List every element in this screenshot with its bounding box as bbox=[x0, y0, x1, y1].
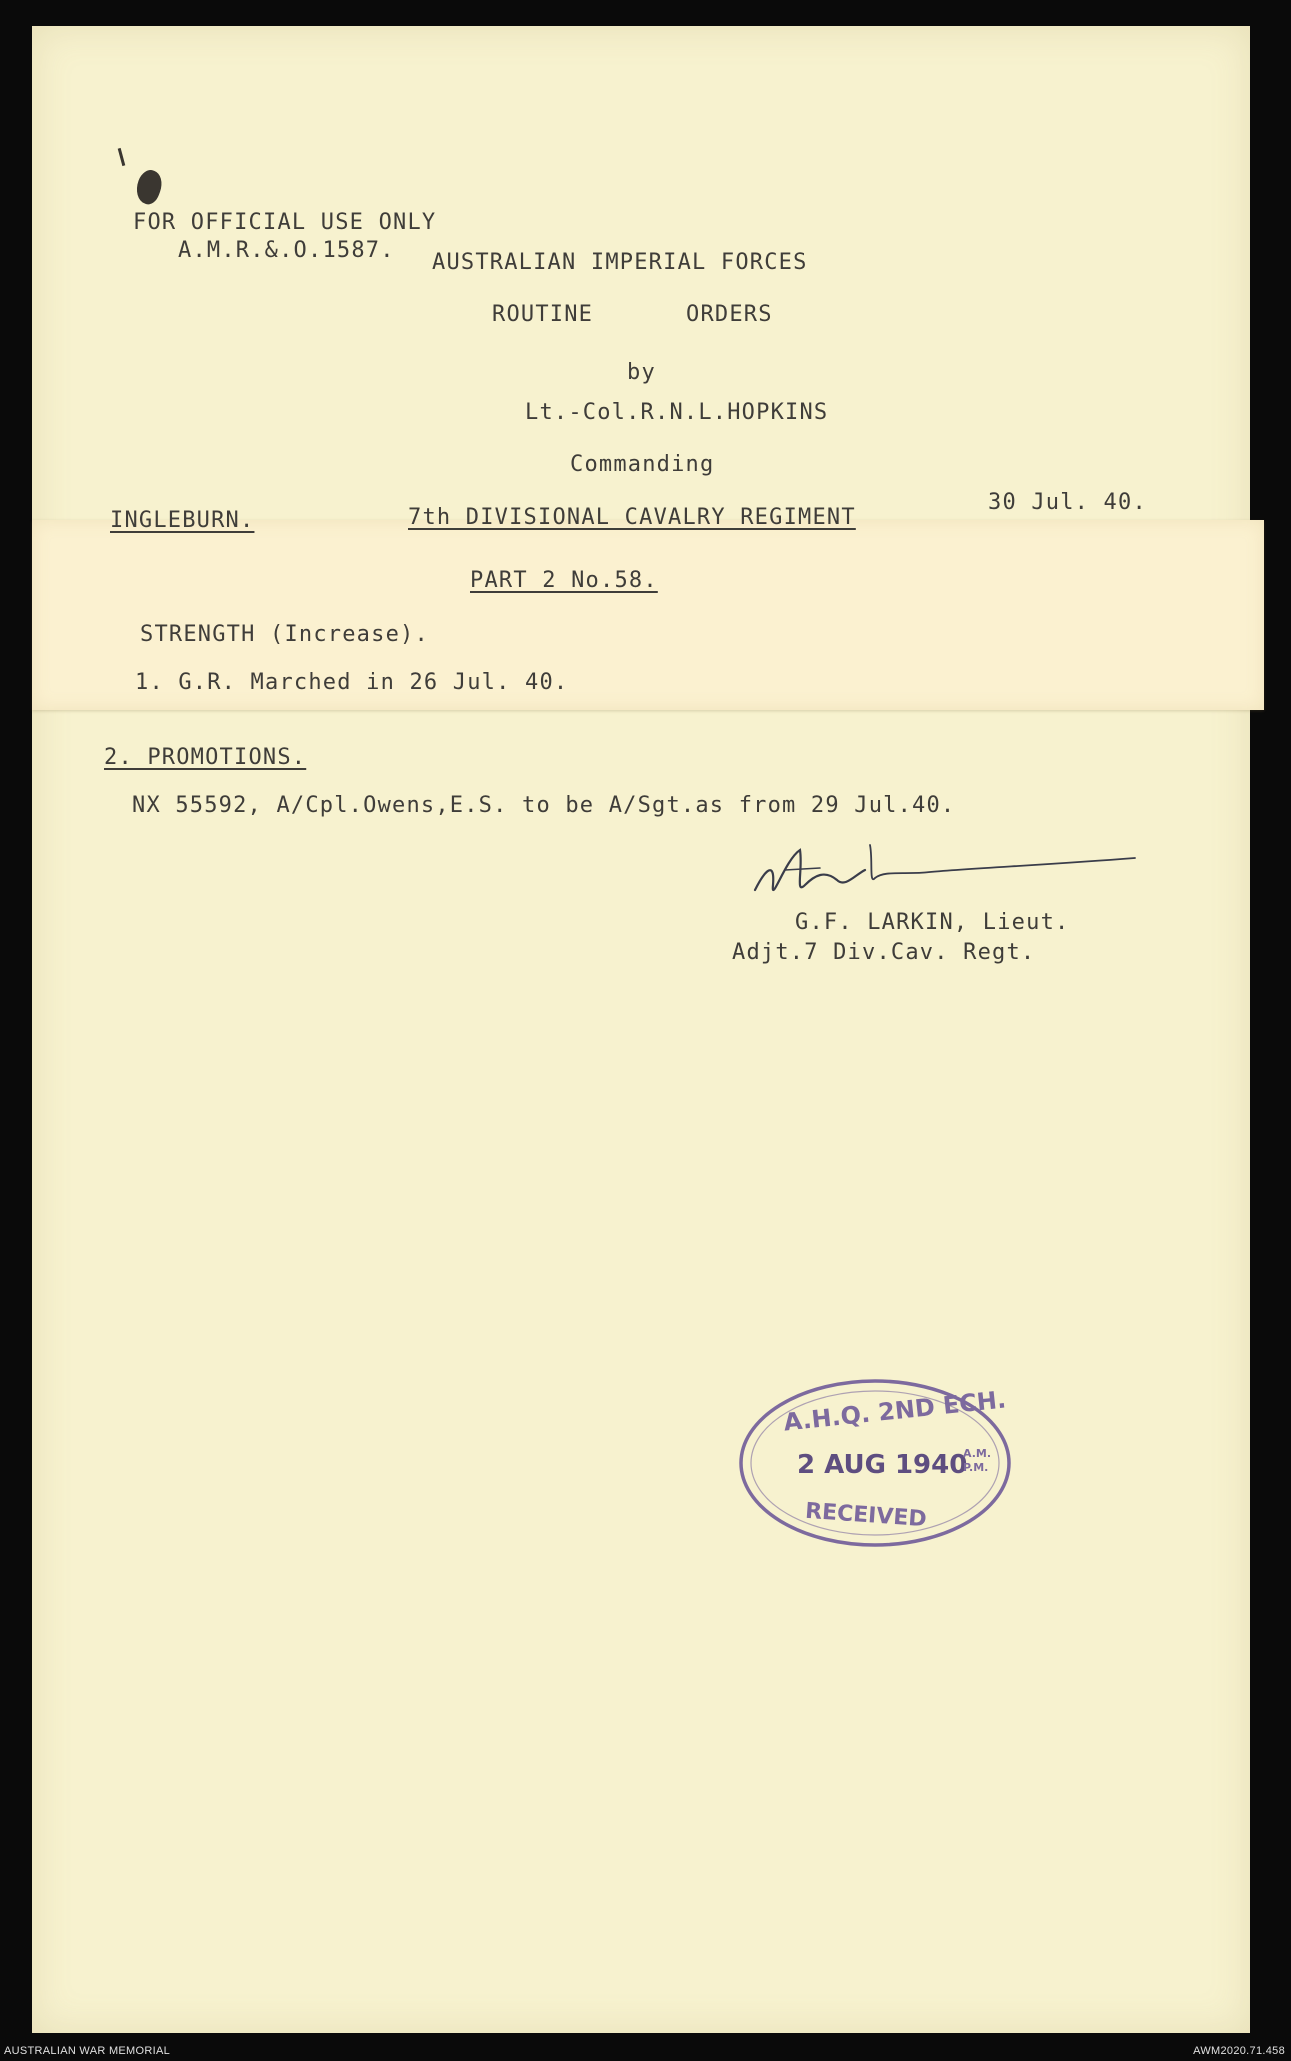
commander-name: Lt.-Col.R.N.L.HOPKINS bbox=[525, 400, 829, 425]
footer-institution: AUSTRALIAN WAR MEMORIAL bbox=[4, 2045, 171, 2057]
order-date: 30 Jul. 40. bbox=[988, 490, 1147, 515]
signatory-position: Adjt.7 Div.Cav. Regt. bbox=[732, 940, 1036, 965]
restriction-label: FOR OFFICIAL USE ONLY bbox=[133, 210, 437, 235]
signatory-name: G.F. LARKIN, Lieut. bbox=[795, 910, 1070, 935]
stamp-top-text: A.H.Q. 2ND ECH. bbox=[782, 1385, 1008, 1437]
item-2-entry: NX 55592, A/Cpl.Owens,E.S. to be A/Sgt.as from 29 Jul.40. bbox=[132, 793, 956, 818]
item-1-heading: STRENGTH (Increase). bbox=[140, 622, 429, 647]
commanding-label: Commanding bbox=[570, 452, 715, 477]
by-label: by bbox=[627, 360, 656, 385]
stamp-bottom-text: RECEIVED bbox=[804, 1498, 928, 1533]
title-orders: ORDERS bbox=[686, 302, 773, 327]
received-stamp bbox=[735, 1375, 1015, 1550]
document-page bbox=[32, 26, 1250, 2033]
handwritten-signature bbox=[745, 830, 1145, 920]
item-1-entry: 1. G.R. Marched in 26 Jul. 40. bbox=[135, 670, 569, 695]
stamp-date: 2 AUG 1940 bbox=[797, 1450, 968, 1480]
part-number: PART 2 No.58. bbox=[470, 568, 658, 593]
location: INGLEBURN. bbox=[110, 508, 255, 533]
unit-name: 7th DIVISIONAL CAVALRY REGIMENT bbox=[408, 505, 856, 530]
reference-number: A.M.R.&.O.1587. bbox=[178, 238, 395, 263]
stamp-ampm: A.M. P.M. bbox=[963, 1447, 992, 1474]
footer-accession-number: AWM2020.71.458 bbox=[1193, 2045, 1285, 2057]
title-routine: ROUTINE bbox=[492, 302, 594, 327]
document-title: AUSTRALIAN IMPERIAL FORCES bbox=[432, 250, 808, 275]
item-2-heading: 2. PROMOTIONS. bbox=[104, 745, 307, 770]
